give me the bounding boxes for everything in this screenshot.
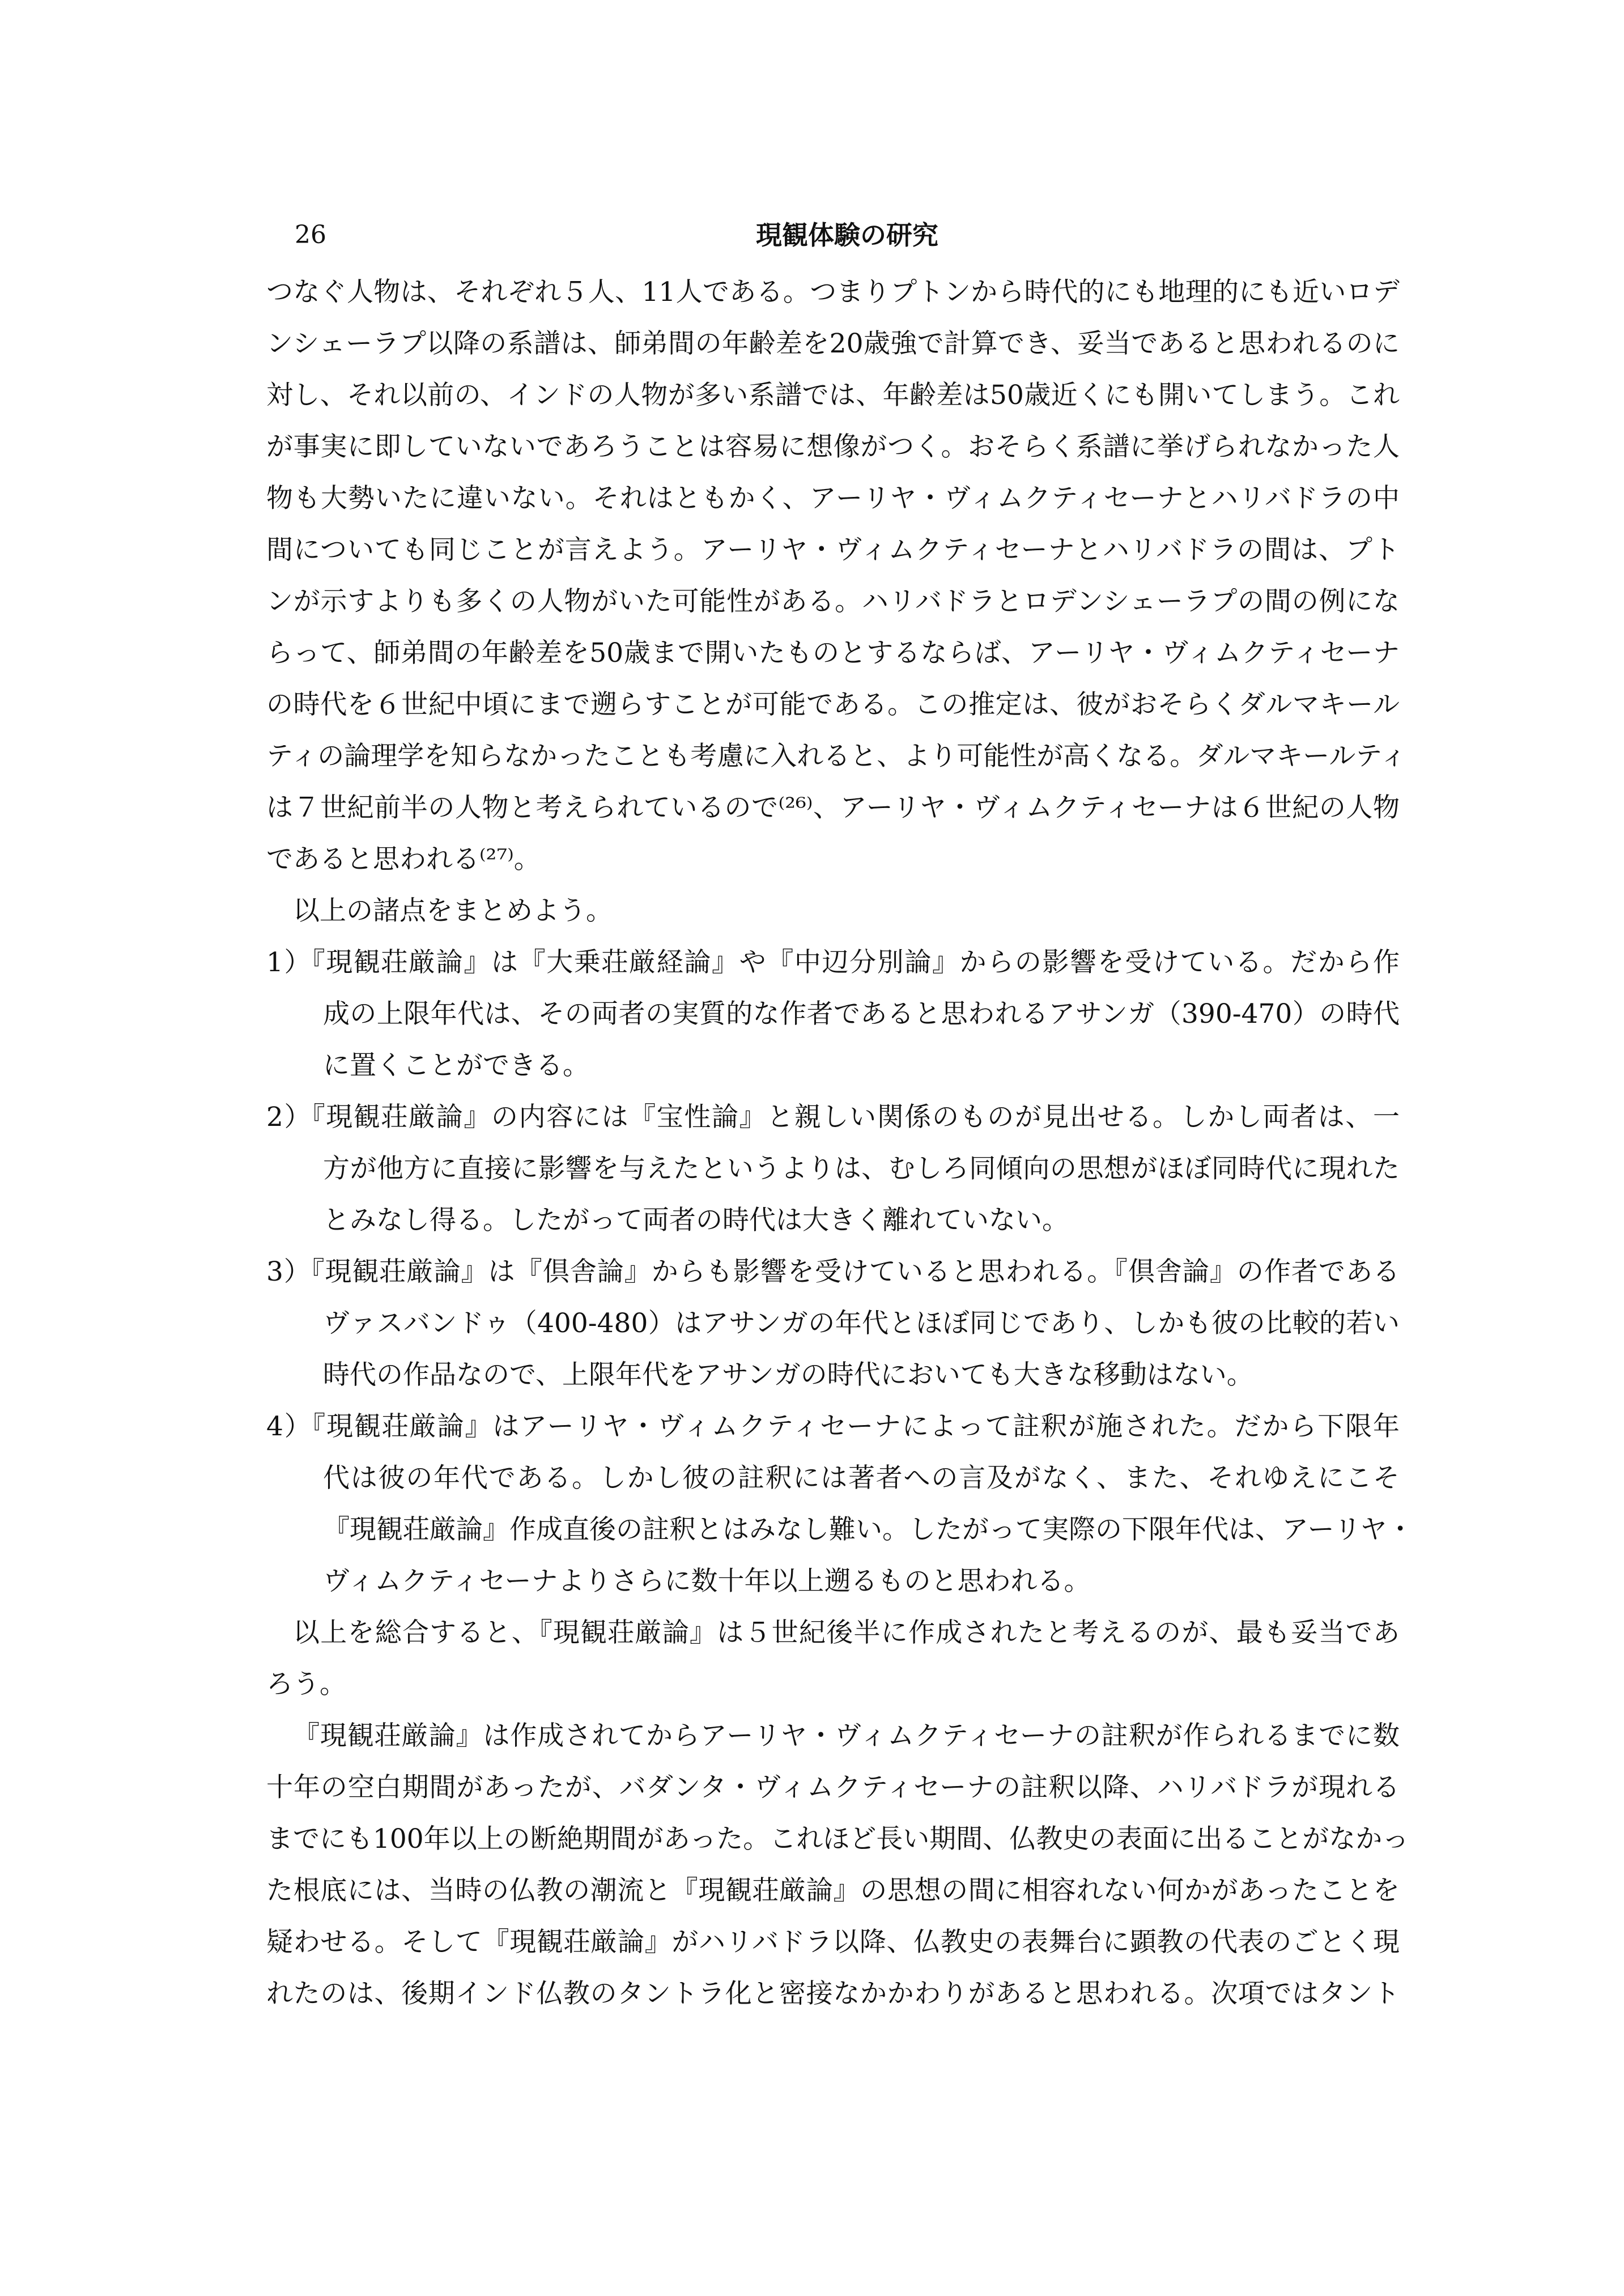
text-line: が事実に即していないであろうことは容易に想像がつく。おそらく系譜に挙げられなかった人 <box>266 431 1400 462</box>
list-item <box>266 937 1400 1091</box>
text-line: 『現観荘厳論』作成直後の註釈とはみなし難い。したがって実際の下限年代は、アーリヤ・ <box>323 1514 1414 1545</box>
paragraph-gap-period <box>266 1710 1409 2019</box>
list-item <box>266 1091 1400 1246</box>
summary-list <box>266 937 1414 1607</box>
list-item <box>266 1401 1414 1607</box>
text-line: までにも100年以上の断絶期間があった。これほど長い期間、仏教史の表面に出ることがなかっ <box>266 1823 1409 1855</box>
text-line: 以上を総合すると、『現観荘厳論』は５世紀後半に作成されたと考えるのが、最も妥当であ <box>293 1617 1400 1648</box>
text-line: 3）『現観荘厳論』は『倶舎論』からも影響を受けていると思われる。『倶舎論』の作者である <box>266 1256 1400 1287</box>
summary-intro: 以上の諸点をまとめよう。 <box>293 895 613 926</box>
body-text <box>266 266 1414 2019</box>
text-line: とみなし得る。したがって両者の時代は大きく離れていない。 <box>323 1205 1069 1236</box>
text-line: らって、師弟間の年齢差を50歳まで開いたものとするならば、アーリヤ・ヴィムクティセーナ <box>266 637 1400 669</box>
text-line: に置くことができる。 <box>323 1050 589 1081</box>
text-line: ンが示すよりも多くの人物がいた可能性がある。ハリバドラとロデンシェーラプの間の例にな <box>266 586 1400 617</box>
text-line: 1）『現観荘厳論』は『大乗荘厳経論』や『中辺分別論』からの影響を受けている。だから作 <box>266 947 1400 978</box>
page-number: 26 <box>295 220 326 249</box>
page-header <box>295 218 1400 252</box>
text-line: 間についても同じことが言えよう。アーリヤ・ヴィムクティセーナとハリバドラの間は、プト <box>266 534 1400 566</box>
text-line: ヴィムクティセーナよりさらに数十年以上遡るものと思われる。 <box>323 1566 1091 1597</box>
text-line: 『現観荘厳論』は作成されてからアーリヤ・ヴィムクティセーナの註釈が作られるまでに数 <box>293 1720 1400 1751</box>
text-line: た根底には、当時の仏教の潮流と『現観荘厳論』の思想の間に相容れない何かがあったことを <box>266 1875 1400 1906</box>
text-line: ろう。 <box>266 1669 346 1700</box>
paragraph-conclusion <box>266 1607 1400 1710</box>
text-line: 2）『現観荘厳論』の内容には『宝性論』と親しい関係のものが見出せる。しかし両者は、一 <box>266 1102 1400 1133</box>
text-line: 十年の空白期間があったが、バダンタ・ヴィムクティセーナの註釈以降、ハリバドラが現れる <box>266 1772 1400 1803</box>
text-line: 時代の作品なので、上限年代をアサンガの時代においても大きな移動はない。 <box>323 1359 1253 1391</box>
text-line: ンシェーラプ以降の系譜は、師弟間の年齢差を20歳強で計算でき、妥当であると思われるのに <box>266 328 1400 359</box>
text-line: つなぐ人物は、それぞれ５人、11人である。つまりプトンから時代的にも地理的にも近いロデ <box>266 277 1400 308</box>
text-line: ティの論理学を知らなかったことも考慮に入れると、より可能性が高くなる。ダルマキールティ <box>266 741 1407 772</box>
text-line: ヴァスバンドゥ（400-480）はアサンガの年代とほぼ同じであり、しかも彼の比較的若い <box>323 1308 1400 1339</box>
text-line: の時代を６世紀中頃にまで遡らすことが可能である。この推定は、彼がおそらくダルマキール <box>266 689 1400 720</box>
text-line: は７世紀前半の人物と考えられているので⁽²⁶⁾、アーリヤ・ヴィムクティセーナは６世紀の人物 <box>266 792 1400 823</box>
text-line: であると思われる⁽²⁷⁾。 <box>266 844 541 875</box>
text-line: 成の上限年代は、その両者の実質的な作者であると思われるアサンガ（390-470）の時代 <box>323 998 1400 1030</box>
list-item <box>266 1246 1400 1401</box>
text-line: 代は彼の年代である。しかし彼の註釈には著者への言及がなく、また、それゆえにこそ <box>323 1462 1400 1494</box>
paragraph-dating-lineage <box>266 266 1407 885</box>
text-line: 対し、それ以前の、インドの人物が多い系譜では、年齢差は50歳近くにも開いてしまう。これ <box>266 380 1400 411</box>
text-line: れたのは、後期インド仏教のタントラ化と密接なかかわりがあると思われる。次項ではタント <box>266 1978 1400 2009</box>
text-line: 4）『現観荘厳論』はアーリヤ・ヴィムクティセーナによって註釈が施された。だから下限年 <box>266 1411 1400 1442</box>
running-title: 現観体験の研究 <box>756 220 938 250</box>
text-line: 疑わせる。そして『現観荘厳論』がハリバドラ以降、仏教史の表舞台に顕教の代表のごとく現 <box>266 1927 1400 1958</box>
text-line: 方が他方に直接に影響を与えたというよりは、むしろ同傾向の思想がほぼ同時代に現れた <box>323 1153 1400 1184</box>
text-line: 物も大勢いたに違いない。それはともかく、アーリヤ・ヴィムクティセーナとハリバドラの中 <box>266 483 1400 514</box>
